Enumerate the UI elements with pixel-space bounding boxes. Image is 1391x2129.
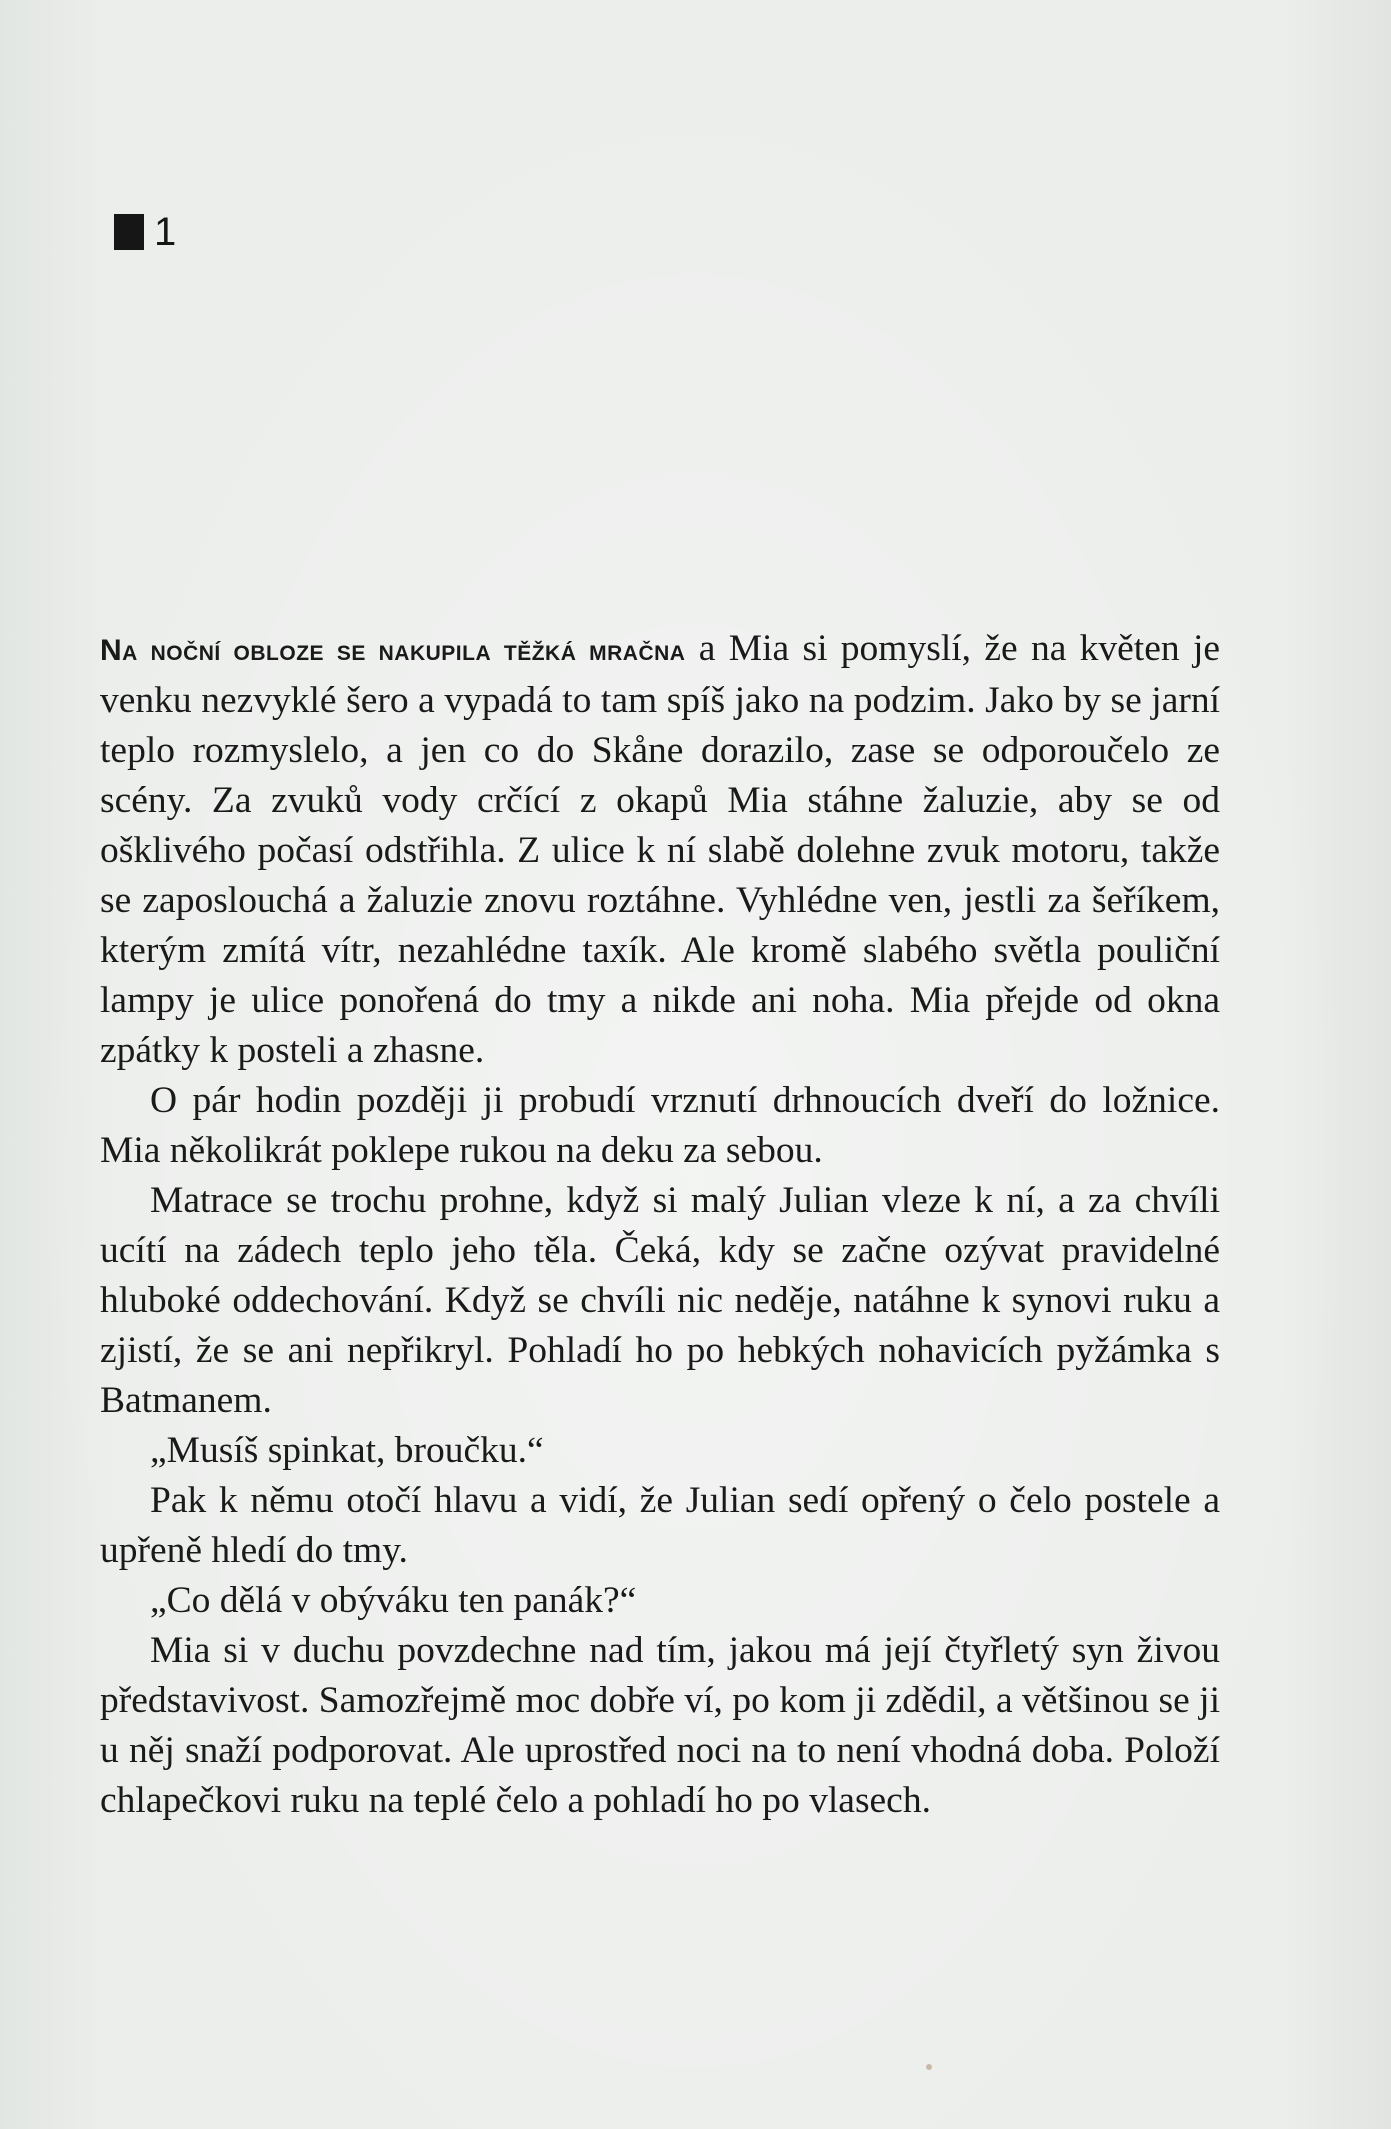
chapter-square-marker: [114, 214, 144, 250]
page-speck: [926, 2064, 932, 2070]
paragraph-1: [100, 624, 1220, 1076]
opening-smallcaps: Na noční obloze se nakupila těžká mračna: [100, 634, 686, 667]
paragraph-text: a Mia si pomyslí, že na květen je venku nezvyklé šero a vypadá to tam spíš jako na podzim. Jako by se jarní teplo rozmyslelo, a jen co do Skåne dorazilo, zase se odporoučelo ze scény. Za zvuků vody crčící z okapů Mia stáhne žaluzie, aby se od ošklivého počasí odstřihla. Z ulice k ní slabě dolehne zvuk motoru, takže se zaposlouchá a žaluzie znovu roztáhne. Vyhlédne ven, jestli za šeříkem, kterým zmítá vítr, nezahlédne taxík. Ale kromě slabého světla pouliční lampy je ulice ponořená do tmy a nikde ani noha. Mia přejde od okna zpátky k posteli a zhasne.: [100, 628, 1221, 1071]
paragraph-5: Pak k němu otočí hlavu a vidí, že Julian sedí opřený o čelo postele a upřeně hledí do tmy.: [100, 1480, 1220, 1571]
paragraph-7: Mia si v duchu povzdechne nad tím, jakou má její čtyřletý syn živou představivost. Samozřejmě moc dobře ví, po kom ji zdědil, a většinou se ji u něj snaží podporovat. Ale uprostřed noci na to není vhodná doba. Položí chlapečkovi ruku na teplé čelo a pohladí ho po vlasech.: [100, 1630, 1220, 1821]
paragraph-2: O pár hodin později ji probudí vrznutí drhnoucích dveří do ložnice. Mia několikrát poklepe rukou na deku za sebou.: [100, 1080, 1220, 1171]
chapter-heading: [114, 212, 176, 252]
chapter-body: [100, 624, 1220, 1826]
paragraph-6-dialogue: „Co dělá v obýváku ten panák?“: [150, 1580, 637, 1621]
chapter-number: 1: [154, 210, 177, 254]
paragraph-4-dialogue: „Musíš spinkat, broučku.“: [150, 1430, 544, 1471]
paragraph-3: Matrace se trochu prohne, když si malý Julian vleze k ní, a za chvíli ucítí na zádech teplo jeho těla. Čeká, kdy se začne ozývat pravidelné hluboké oddechování. Když se chvíli nic neděje, natáhne k synovi ruku a zjistí, že se ani nepřikryl. Pohladí ho po hebkých nohavicích pyžámka s Batmanem.: [100, 1180, 1220, 1421]
